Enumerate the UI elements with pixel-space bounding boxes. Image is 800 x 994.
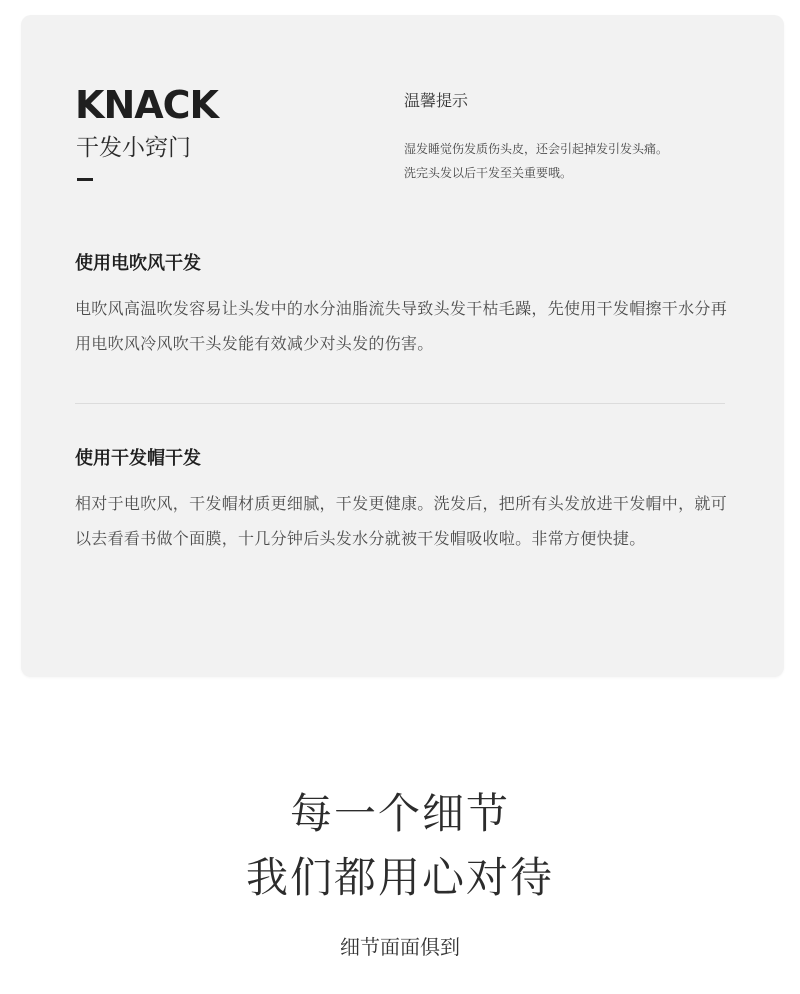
headline-line-1: 每一个细节 (289, 789, 510, 838)
tagline: 细节面面俱到 (340, 935, 460, 959)
section-body-hair-cap: 相对于电吹风，干发帽材质更细腻，干发更健康。洗发后，把所有头发放进干发帽中，就可以去看看书做个面膜，十几分钟后头发水分就被干发帽吸收啦。非常方便快捷。 (75, 494, 728, 548)
card-subtitle: 干发小窍门 (76, 135, 191, 161)
tip-line-1: 湿发睡觉伤发质伤头皮，还会引起掉发引发头痛。 (404, 142, 669, 156)
brand-logo-text: KNACK (75, 83, 218, 127)
subtitle-dash (77, 178, 93, 181)
section-body-hairdryer: 电吹风高温吹发容易让头发中的水分油脂流失导致头发干枯毛躁，先使用干发帽擦干水分再用电吹风冷风吹干头发能有效减少对头发的伤害。 (75, 299, 728, 353)
tip-title: 温馨提示 (404, 91, 469, 110)
section-title-hair-cap: 使用干发帽干发 (75, 448, 201, 469)
tip-text (404, 137, 744, 185)
headline-line-2: 我们都用心对待 (245, 853, 554, 902)
tip-line-2: 洗完头发以后干发至关重要哦。 (404, 166, 573, 180)
section-divider (75, 403, 725, 404)
section-title-hairdryer: 使用电吹风干发 (75, 253, 201, 274)
